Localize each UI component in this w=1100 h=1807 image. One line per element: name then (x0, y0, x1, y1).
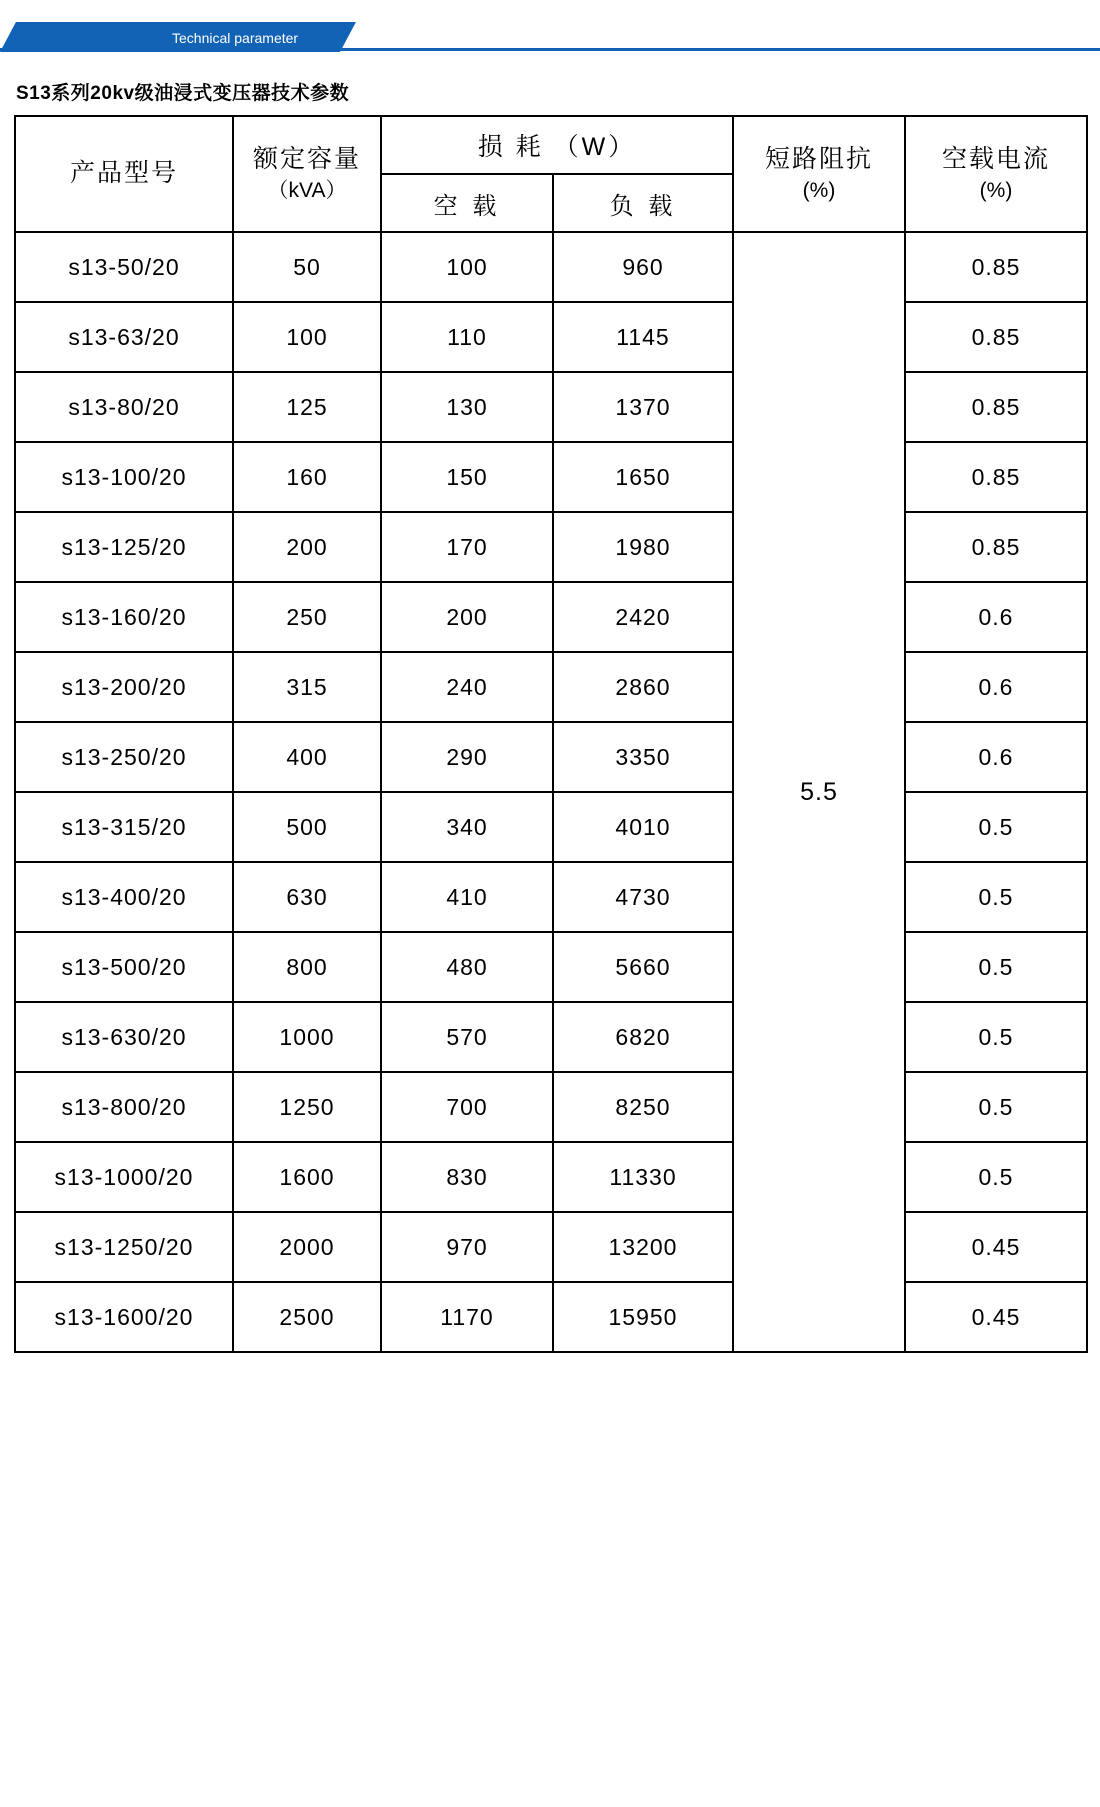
cell-capacity: 315 (233, 652, 381, 722)
cell-model: s13-400/20 (15, 862, 233, 932)
cell-loss-load: 2860 (553, 652, 733, 722)
cell-model: s13-200/20 (15, 652, 233, 722)
col-header-loss-load: 负 载 (553, 174, 733, 232)
section-title: S13系列20kv级油浸式变压器技术参数 (16, 83, 350, 104)
cell-model: s13-315/20 (15, 792, 233, 862)
cell-impedance: 5.5 (733, 232, 905, 1352)
table-row (15, 232, 1087, 302)
cell-model: s13-800/20 (15, 1072, 233, 1142)
cell-capacity: 2000 (233, 1212, 381, 1282)
col-header-capacity (233, 116, 381, 232)
cell-capacity: 200 (233, 512, 381, 582)
table-row (15, 722, 1087, 792)
table-row (15, 582, 1087, 652)
cell-noload-current: 0.45 (905, 1212, 1087, 1282)
header-subtitle: Technical parameter (172, 30, 299, 46)
cell-model: s13-500/20 (15, 932, 233, 1002)
cell-noload-current: 0.5 (905, 862, 1087, 932)
col-header-loss-noload: 空 载 (381, 174, 553, 232)
table-row (15, 302, 1087, 372)
cell-capacity: 250 (233, 582, 381, 652)
cell-model: s13-630/20 (15, 1002, 233, 1072)
cell-capacity: 630 (233, 862, 381, 932)
cell-noload-current: 0.6 (905, 652, 1087, 722)
cell-capacity: 1600 (233, 1142, 381, 1212)
cell-loss-noload: 410 (381, 862, 553, 932)
cell-loss-noload: 170 (381, 512, 553, 582)
cell-model: s13-1000/20 (15, 1142, 233, 1212)
header-title: 技术参数 (16, 22, 132, 52)
table-row (15, 1072, 1087, 1142)
table-body (15, 232, 1087, 1352)
table-row (15, 512, 1087, 582)
table-row (15, 652, 1087, 722)
page-header-banner (0, 0, 1100, 66)
col-header-impedance-unit: (%) (802, 178, 836, 202)
table-row (15, 862, 1087, 932)
cell-loss-load: 8250 (553, 1072, 733, 1142)
cell-loss-load: 3350 (553, 722, 733, 792)
cell-loss-noload: 570 (381, 1002, 553, 1072)
cell-capacity: 50 (233, 232, 381, 302)
cell-capacity: 1250 (233, 1072, 381, 1142)
cell-loss-load: 1145 (553, 302, 733, 372)
cell-loss-noload: 830 (381, 1142, 553, 1212)
cell-loss-noload: 130 (381, 372, 553, 442)
col-header-capacity-label: 额定容量 (252, 144, 361, 173)
table-row (15, 1142, 1087, 1212)
col-header-model: 产品型号 (15, 116, 233, 232)
table-row (15, 1212, 1087, 1282)
table-row (15, 1002, 1087, 1072)
cell-noload-current: 0.5 (905, 932, 1087, 1002)
cell-capacity: 500 (233, 792, 381, 862)
cell-model: s13-1600/20 (15, 1282, 233, 1352)
cell-loss-noload: 290 (381, 722, 553, 792)
cell-model: s13-50/20 (15, 232, 233, 302)
spec-table (14, 115, 1088, 1353)
cell-loss-load: 1650 (553, 442, 733, 512)
cell-noload-current: 0.45 (905, 1282, 1087, 1352)
col-header-impedance (733, 116, 905, 232)
cell-loss-load: 1980 (553, 512, 733, 582)
cell-noload-current: 0.5 (905, 1072, 1087, 1142)
cell-model: s13-160/20 (15, 582, 233, 652)
cell-noload-current: 0.85 (905, 232, 1087, 302)
cell-loss-noload: 480 (381, 932, 553, 1002)
col-header-noload-current-label: 空载电流 (941, 144, 1050, 173)
cell-model: s13-250/20 (15, 722, 233, 792)
cell-noload-current: 0.85 (905, 512, 1087, 582)
cell-loss-load: 4730 (553, 862, 733, 932)
cell-noload-current: 0.5 (905, 792, 1087, 862)
cell-capacity: 400 (233, 722, 381, 792)
cell-noload-current: 0.6 (905, 582, 1087, 652)
col-header-noload-current-unit: (%) (979, 178, 1013, 202)
cell-loss-noload: 110 (381, 302, 553, 372)
cell-noload-current: 0.5 (905, 1142, 1087, 1212)
cell-loss-load: 4010 (553, 792, 733, 862)
cell-model: s13-125/20 (15, 512, 233, 582)
table-row (15, 442, 1087, 512)
cell-loss-load: 2420 (553, 582, 733, 652)
cell-model: s13-80/20 (15, 372, 233, 442)
cell-loss-noload: 200 (381, 582, 553, 652)
cell-capacity: 100 (233, 302, 381, 372)
cell-capacity: 160 (233, 442, 381, 512)
table-row (15, 932, 1087, 1002)
cell-loss-noload: 240 (381, 652, 553, 722)
cell-loss-load: 5660 (553, 932, 733, 1002)
cell-loss-load: 15950 (553, 1282, 733, 1352)
spec-table-container (0, 115, 1100, 1353)
cell-loss-noload: 1170 (381, 1282, 553, 1352)
cell-loss-load: 13200 (553, 1212, 733, 1282)
table-row (15, 1282, 1087, 1352)
cell-loss-load: 1370 (553, 372, 733, 442)
cell-capacity: 1000 (233, 1002, 381, 1072)
col-header-impedance-label: 短路阻抗 (764, 144, 873, 173)
cell-model: s13-63/20 (15, 302, 233, 372)
cell-capacity: 800 (233, 932, 381, 1002)
cell-loss-noload: 100 (381, 232, 553, 302)
cell-capacity: 125 (233, 372, 381, 442)
cell-model: s13-100/20 (15, 442, 233, 512)
cell-loss-noload: 700 (381, 1072, 553, 1142)
table-header-row-1 (15, 116, 1087, 174)
cell-noload-current: 0.5 (905, 1002, 1087, 1072)
table-head (15, 116, 1087, 232)
cell-noload-current: 0.85 (905, 372, 1087, 442)
cell-loss-load: 11330 (553, 1142, 733, 1212)
cell-noload-current: 0.6 (905, 722, 1087, 792)
cell-model: s13-1250/20 (15, 1212, 233, 1282)
cell-loss-noload: 970 (381, 1212, 553, 1282)
table-row (15, 792, 1087, 862)
cell-noload-current: 0.85 (905, 302, 1087, 372)
cell-capacity: 2500 (233, 1282, 381, 1352)
col-header-noload-current (905, 116, 1087, 232)
cell-loss-noload: 340 (381, 792, 553, 862)
cell-noload-current: 0.85 (905, 442, 1087, 512)
cell-loss-load: 6820 (553, 1002, 733, 1072)
cell-loss-noload: 150 (381, 442, 553, 512)
col-header-loss-group: 损 耗 （W） (381, 116, 733, 174)
cell-loss-load: 960 (553, 232, 733, 302)
col-header-capacity-unit: （kVA） (267, 178, 347, 202)
table-row (15, 372, 1087, 442)
